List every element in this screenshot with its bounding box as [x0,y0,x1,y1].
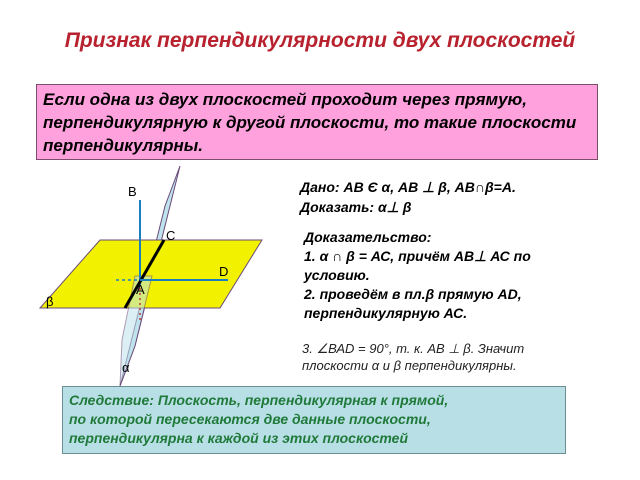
corollary-line2: по которой пересекаются две данные плоскости, [69,411,431,427]
label-d: D [219,264,229,279]
corollary-line3: перпендикулярна к каждой из этих плоскостей [69,430,409,446]
proof-step3-line2: плоскости α и β перпендикулярны. [302,358,517,373]
label-beta: β [46,294,54,309]
proof-heading: Доказательство: [304,229,432,245]
label-b: В [128,184,137,199]
plane-beta [40,240,262,308]
proof-step1-line2: условию. [304,267,370,283]
proof-step2-line1: 2. проведём в пл.β прямую АD, [304,286,522,302]
label-a: А [136,282,145,297]
proof-step1-line1: 1. α ∩ β = АС, причём АВ⊥ АС по [304,248,531,264]
prove-line: Доказать: α⊥ β [300,199,412,215]
theorem-box: Если одна из двух плоскостей проходит через прямую, перпендикулярную к другой плоскости, то такие плоскости перпендикулярны. [36,84,598,160]
page-title: Признак перпендикулярности двух плоскостей [64,29,576,52]
proof-step2-line2: перпендикулярную АС. [304,305,468,321]
corollary-line1: Следствие: Плоскость, перпендикулярная к прямой, [69,392,449,408]
given-line: Дано: АВ Є α, АВ ⊥ β, АВ∩β=А. [300,179,516,195]
label-alpha: α [122,360,130,375]
label-c: С [166,228,176,243]
proof-step3-line1: 3. ∠ВАD = 90°, т. к. АВ ⊥ β. Значит [302,341,525,356]
